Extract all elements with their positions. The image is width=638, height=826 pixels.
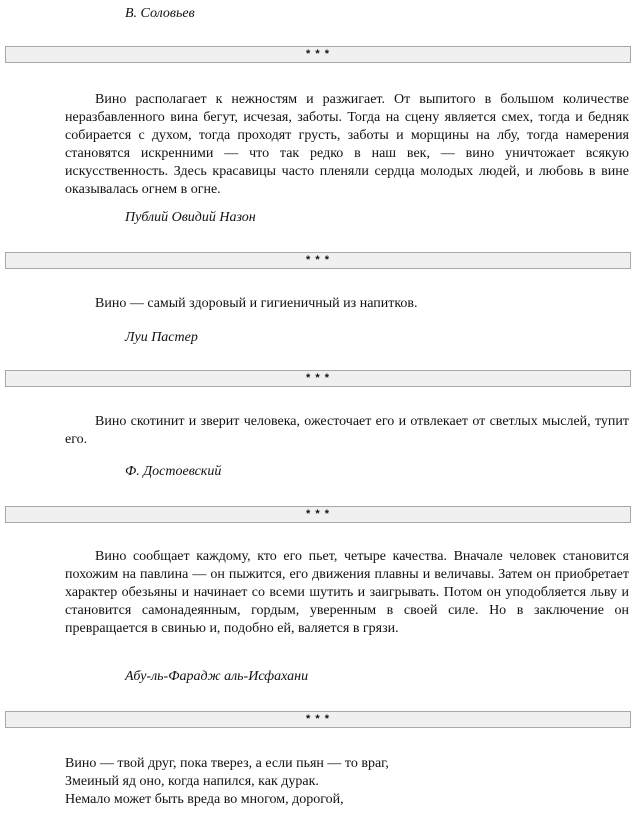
quote-text: Вино — самый здоровый и гигиеничный из напитков. [95,296,418,311]
quote-text: Вино скотинит и зверит человека, ожесточает его и отвлекает от светлых мыслей, тупит его. [65,414,629,447]
section-separator: * * * [5,711,631,728]
quote-author: Публий Овидий Назон [125,210,256,225]
section-separator: * * * [5,46,631,63]
section-separator: * * * [5,506,631,523]
section-separator: * * * [5,370,631,387]
quote-text: Вино располагает к нежностям и разжигает. От выпитого в большом количестве неразбавленного вина бегут, исчезая, заботы. Тогда на сцену является смех, тогда и бедняк собирается с духом, тогда проходят грусть, заботы и морщины на лбу, тогда намерения становятся искренними — что так редко в наш век, — вино уничтожает всякую искусственность. Здесь красавицы часто пленяли сердца молодых людей, и любовь в вине оказывалась огнем в огне. [65,92,629,197]
section-separator: * * * [5,252,631,269]
quote-author: Абу-ль-Фарадж аль-Исфахани [125,669,309,684]
verse-line: Змеиный яд оно, когда напился, как дурак. [65,774,319,789]
quote-author: Ф. Достоевский [125,464,222,479]
quote-author: В. Соловьев [125,6,195,21]
verse-block [65,755,629,809]
quote-author: Луи Пастер [125,330,198,345]
quote-text: Вино сообщает каждому, кто его пьет, четыре качества. Вначале человек становится похожим на павлина — он пыжится, его движения плавны и величавы. Затем он приобретает характер обезьяны и начинает со всеми шутить и заигрывать. Потом он уподобляется льву и становится самонадеянным, гордым, уверенным в своей силе. Но в заключение он превращается в свинью и, подобно ей, валяется в грязи. [65,549,629,636]
verse-line: Вино — твой друг, пока тверез, а если пьян — то враг, [65,756,389,771]
verse-line: Немало может быть вреда во многом, дорогой, [65,792,344,807]
